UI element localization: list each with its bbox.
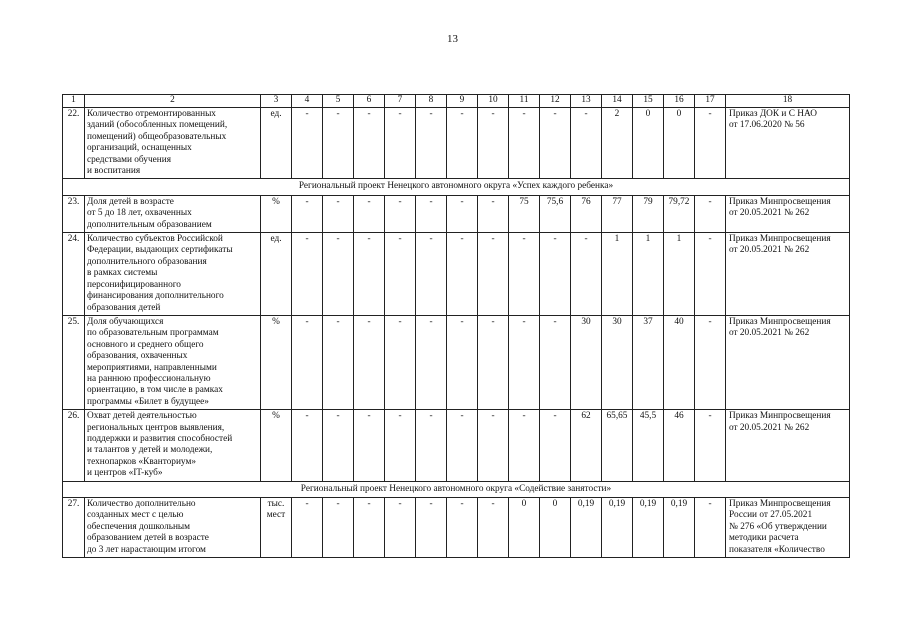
- cell-line: тыс.: [267, 499, 285, 509]
- value-cell: -: [323, 233, 354, 316]
- value-cell: -: [416, 195, 447, 232]
- value-cell: -: [478, 108, 509, 179]
- value-cell: -: [323, 108, 354, 179]
- cell-line: № 276 «Об утверждении: [729, 521, 827, 532]
- value-cell: -: [478, 498, 509, 558]
- indicator-name: [85, 315, 261, 409]
- cell-line: Доля обучающихся: [87, 316, 164, 327]
- cell-line: в рамках системы: [87, 268, 158, 279]
- unit-cell: [261, 195, 292, 232]
- column-header: 11: [509, 95, 540, 108]
- cell-line: зданий (обособленных помещений,: [87, 120, 228, 131]
- value-cell: -: [292, 315, 323, 409]
- unit-cell: [261, 108, 292, 179]
- cell-line: созданных мест с целью: [87, 510, 184, 521]
- cell-line: Приказ Минпросвещения: [729, 234, 831, 245]
- unit-cell: [261, 233, 292, 316]
- cell-line: %: [272, 411, 280, 422]
- cell-line: по образовательным программам: [87, 328, 219, 339]
- cell-line: средствами обучения: [87, 154, 171, 165]
- row-number: 25.: [63, 315, 85, 409]
- cell-line: %: [272, 196, 280, 207]
- value-cell: -: [292, 498, 323, 558]
- value-cell: 79,72: [664, 195, 695, 232]
- column-header: 5: [323, 95, 354, 108]
- value-cell: 1: [664, 233, 695, 316]
- value-cell: 75,6: [540, 195, 571, 232]
- cell-line: и центров «IT-куб»: [87, 468, 163, 479]
- cell-line: организаций, оснащенных: [87, 143, 192, 154]
- value-cell: -: [695, 498, 726, 558]
- value-cell: -: [695, 315, 726, 409]
- value-cell: -: [695, 195, 726, 232]
- column-header: 18: [726, 95, 850, 108]
- value-cell: -: [385, 195, 416, 232]
- cell-line: помещений) общеобразовательных: [87, 131, 227, 142]
- value-cell: -: [447, 410, 478, 481]
- value-cell: -: [354, 233, 385, 316]
- row-number: 26.: [63, 410, 85, 481]
- value-cell: -: [292, 108, 323, 179]
- value-cell: 46: [664, 410, 695, 481]
- value-cell: 30: [602, 315, 633, 409]
- unit-cell: [261, 498, 292, 558]
- value-cell: -: [416, 233, 447, 316]
- value-cell: -: [354, 195, 385, 232]
- table-row: [63, 315, 850, 409]
- value-cell: -: [416, 498, 447, 558]
- value-cell: -: [540, 233, 571, 316]
- value-cell: 77: [602, 195, 633, 232]
- cell-line: региональных центров выявления,: [87, 422, 225, 433]
- value-cell: 0,19: [633, 498, 664, 558]
- table-row: [63, 195, 850, 232]
- section-row: [63, 179, 850, 195]
- indicator-name: [85, 108, 261, 179]
- cell-line: Приказ Минпросвещения: [729, 499, 831, 509]
- cell-line: от 20.05.2021 № 262: [729, 422, 810, 433]
- cell-line: мест: [266, 510, 286, 521]
- value-cell: -: [478, 195, 509, 232]
- cell-line: показателя «Количество: [729, 544, 825, 555]
- value-cell: 37: [633, 315, 664, 409]
- value-cell: 0,19: [664, 498, 695, 558]
- cell-line: Количество субъектов Российской: [87, 234, 223, 245]
- cell-line: образования детей: [87, 302, 161, 313]
- cell-line: поддержки и развития способностей: [87, 433, 233, 444]
- section-title: Региональный проект Ненецкого автономного округа «Успех каждого ребенка»: [63, 179, 850, 195]
- column-header: 3: [261, 95, 292, 108]
- cell-line: Доля детей в возрасте: [87, 196, 174, 207]
- value-cell: 0: [540, 498, 571, 558]
- source-document: [726, 195, 850, 232]
- value-cell: -: [509, 108, 540, 179]
- cell-line: мероприятиями, направленными: [87, 362, 217, 373]
- table-row: [63, 498, 850, 558]
- value-cell: -: [354, 108, 385, 179]
- value-cell: 1: [602, 233, 633, 316]
- value-cell: 76: [571, 195, 602, 232]
- value-cell: -: [447, 195, 478, 232]
- value-cell: 62: [571, 410, 602, 481]
- value-cell: -: [385, 233, 416, 316]
- column-header: 4: [292, 95, 323, 108]
- cell-line: дополнительного образования: [87, 256, 207, 267]
- cell-line: Количество отремонтированных: [87, 109, 216, 119]
- value-cell: -: [447, 498, 478, 558]
- value-cell: -: [323, 410, 354, 481]
- value-cell: 0,19: [602, 498, 633, 558]
- column-header: 9: [447, 95, 478, 108]
- cell-line: Охват детей деятельностью: [87, 411, 197, 422]
- value-cell: -: [695, 233, 726, 316]
- cell-line: ед.: [270, 109, 282, 119]
- value-cell: -: [478, 233, 509, 316]
- cell-line: персонифицированного: [87, 279, 181, 290]
- value-cell: -: [323, 315, 354, 409]
- section-title: Региональный проект Ненецкого автономного округа «Содействие занятости»: [63, 481, 850, 497]
- value-cell: -: [478, 315, 509, 409]
- value-cell: -: [354, 315, 385, 409]
- cell-line: образованием детей в возрасте: [87, 533, 209, 544]
- source-document: [726, 233, 850, 316]
- column-header: 8: [416, 95, 447, 108]
- value-cell: -: [354, 410, 385, 481]
- indicator-name: [85, 195, 261, 232]
- value-cell: -: [695, 108, 726, 179]
- column-header: 2: [85, 95, 261, 108]
- value-cell: -: [447, 315, 478, 409]
- column-header: 14: [602, 95, 633, 108]
- indicator-name: [85, 410, 261, 481]
- value-cell: 30: [571, 315, 602, 409]
- cell-line: программы «Билет в будущее»: [87, 396, 209, 407]
- table-row: [63, 410, 850, 481]
- row-number: 23.: [63, 195, 85, 232]
- value-cell: 40: [664, 315, 695, 409]
- value-cell: -: [447, 233, 478, 316]
- cell-line: от 17.06.2020 № 56: [729, 120, 805, 131]
- value-cell: 2: [602, 108, 633, 179]
- cell-line: и воспитания: [87, 166, 141, 177]
- indicators-table: [62, 94, 850, 558]
- value-cell: 0: [509, 498, 540, 558]
- column-header: 13: [571, 95, 602, 108]
- value-cell: -: [416, 108, 447, 179]
- source-document: [726, 410, 850, 481]
- cell-line: ориентацию, в том числе в рамках: [87, 385, 223, 396]
- column-header: 12: [540, 95, 571, 108]
- value-cell: 45,5: [633, 410, 664, 481]
- value-cell: -: [509, 233, 540, 316]
- row-number: 24.: [63, 233, 85, 316]
- value-cell: -: [571, 108, 602, 179]
- value-cell: -: [540, 410, 571, 481]
- value-cell: 65,65: [602, 410, 633, 481]
- value-cell: -: [447, 108, 478, 179]
- cell-line: финансирования дополнительного: [87, 291, 224, 302]
- value-cell: 1: [633, 233, 664, 316]
- column-header: 16: [664, 95, 695, 108]
- header-row: [63, 95, 850, 108]
- column-header: 7: [385, 95, 416, 108]
- indicator-name: [85, 233, 261, 316]
- row-number: 27.: [63, 498, 85, 558]
- cell-line: технопарков «Кванториум»: [87, 456, 196, 467]
- cell-line: от 20.05.2021 № 262: [729, 328, 810, 339]
- value-cell: -: [509, 315, 540, 409]
- column-header: 6: [354, 95, 385, 108]
- cell-line: обеспечения дошкольным: [87, 521, 191, 532]
- row-number: 22.: [63, 108, 85, 179]
- value-cell: 0,19: [571, 498, 602, 558]
- value-cell: -: [354, 498, 385, 558]
- value-cell: -: [540, 315, 571, 409]
- cell-line: на раннюю профессиональную: [87, 373, 211, 384]
- source-document: [726, 108, 850, 179]
- page-number: 13: [447, 33, 458, 45]
- cell-line: ед.: [270, 234, 282, 245]
- value-cell: -: [292, 233, 323, 316]
- value-cell: 0: [633, 108, 664, 179]
- value-cell: 75: [509, 195, 540, 232]
- cell-line: от 20.05.2021 № 262: [729, 245, 810, 256]
- source-document: [726, 498, 850, 558]
- cell-line: и талантов у детей и молодежи,: [87, 445, 213, 456]
- value-cell: -: [323, 195, 354, 232]
- column-header: 10: [478, 95, 509, 108]
- value-cell: -: [478, 410, 509, 481]
- unit-cell: [261, 315, 292, 409]
- value-cell: 79: [633, 195, 664, 232]
- source-document: [726, 315, 850, 409]
- indicator-name: [85, 498, 261, 558]
- cell-line: от 20.05.2021 № 262: [729, 208, 810, 219]
- value-cell: -: [323, 498, 354, 558]
- value-cell: -: [292, 195, 323, 232]
- cell-line: до 3 лет нарастающим итогом: [87, 544, 206, 555]
- value-cell: -: [416, 315, 447, 409]
- value-cell: -: [509, 410, 540, 481]
- cell-line: дополнительным образованием: [87, 219, 212, 230]
- cell-line: Федерации, выдающих сертификаты: [87, 245, 233, 256]
- cell-line: Количество дополнительно: [87, 499, 196, 509]
- table-row: [63, 233, 850, 316]
- value-cell: -: [385, 315, 416, 409]
- value-cell: -: [385, 108, 416, 179]
- column-header: 1: [63, 95, 85, 108]
- value-cell: -: [695, 410, 726, 481]
- value-cell: -: [385, 410, 416, 481]
- value-cell: -: [385, 498, 416, 558]
- value-cell: -: [416, 410, 447, 481]
- cell-line: методики расчета: [729, 533, 799, 544]
- value-cell: 0: [664, 108, 695, 179]
- cell-line: образования, охваченных: [87, 351, 188, 362]
- table-row: [63, 108, 850, 179]
- column-header: 17: [695, 95, 726, 108]
- cell-line: от 5 до 18 лет, охваченных: [87, 208, 192, 219]
- value-cell: -: [292, 410, 323, 481]
- unit-cell: [261, 410, 292, 481]
- cell-line: России от 27.05.2021: [729, 510, 813, 521]
- cell-line: %: [272, 316, 280, 327]
- column-header: 15: [633, 95, 664, 108]
- cell-line: Приказ Минпросвещения: [729, 411, 831, 422]
- value-cell: -: [571, 233, 602, 316]
- value-cell: -: [540, 108, 571, 179]
- cell-line: Приказ ДОК и С НАО: [729, 109, 817, 119]
- cell-line: Приказ Минпросвещения: [729, 316, 831, 327]
- section-row: [63, 481, 850, 497]
- cell-line: Приказ Минпросвещения: [729, 196, 831, 207]
- cell-line: основного и среднего общего: [87, 339, 204, 350]
